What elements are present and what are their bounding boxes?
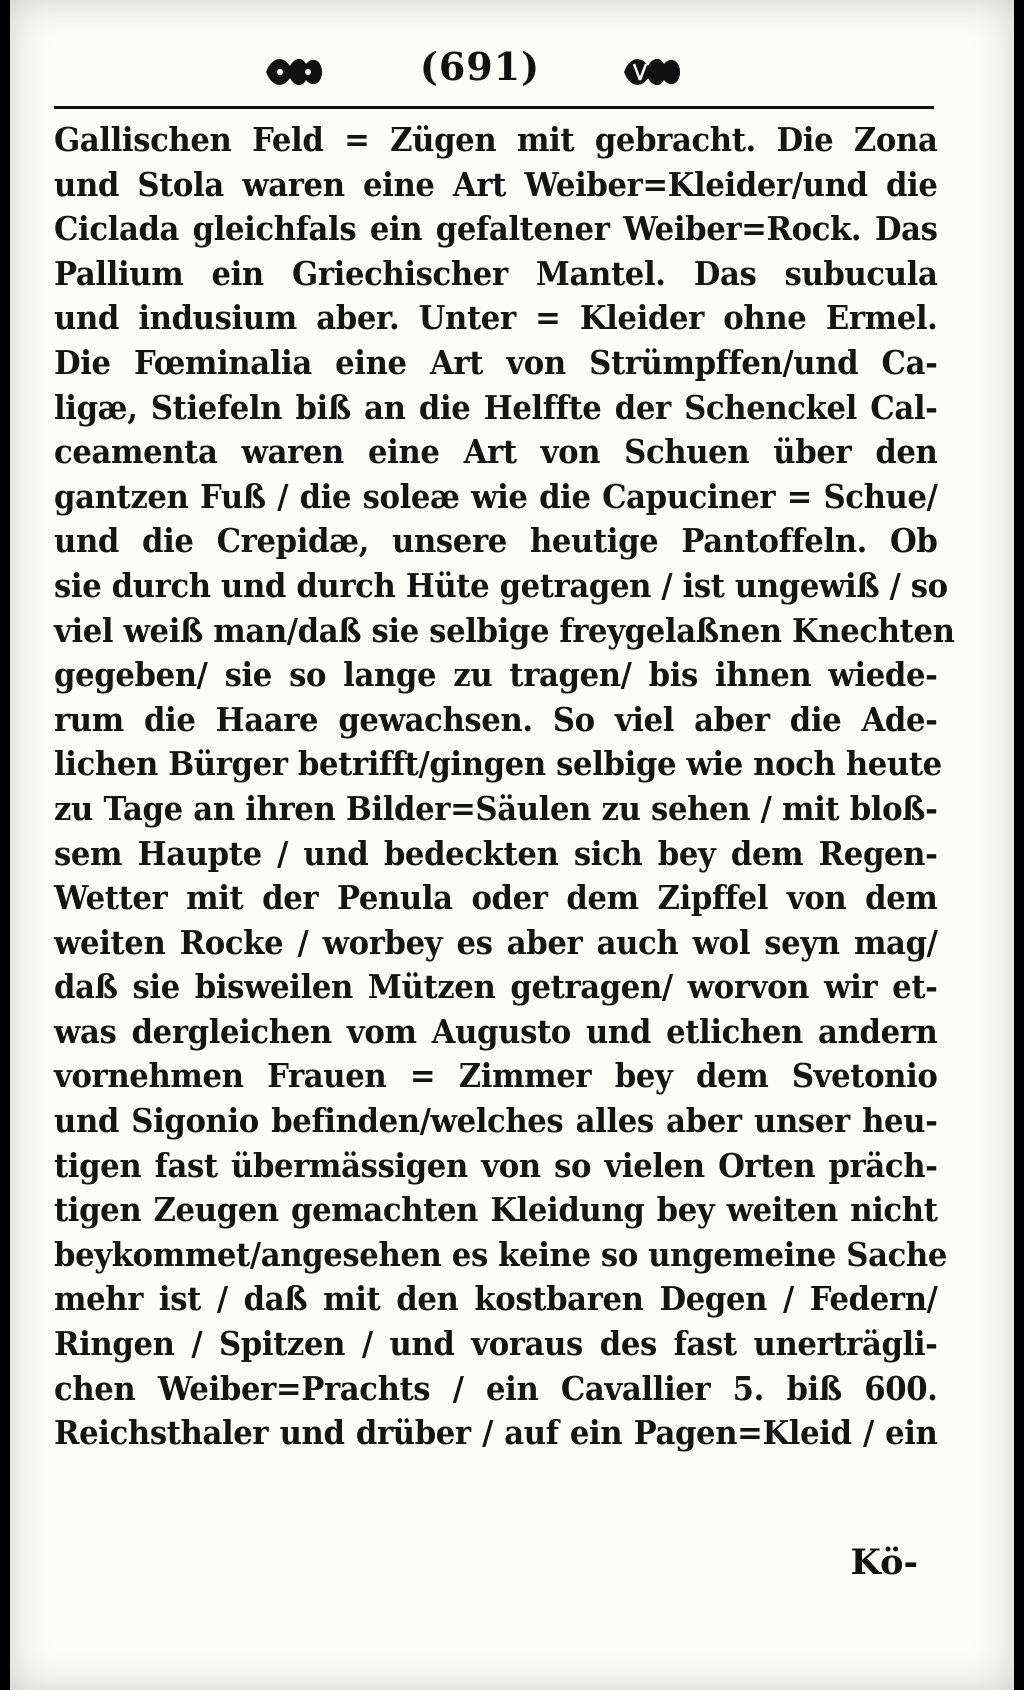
book-page [10, 0, 1014, 1690]
text-line: mehr ist / daß mit den kostbaren Degen / Federn/ [54, 1279, 938, 1319]
text-line: tigen Zeugen gemachten Kleidung bey weiten nicht [54, 1190, 938, 1230]
printer-ornament-right-icon [620, 52, 684, 92]
text-line: tigen fast übermässigen von so vielen Orten präch- [54, 1145, 938, 1185]
body-text [54, 118, 955, 1456]
text-line: gantzen Fuß / die soleæ wie die Capuciner = Schue/ [54, 476, 938, 516]
text-line: daß sie bisweilen Mützen getragen/ worvon wir et- [54, 967, 938, 1007]
text-line: Wetter mit der Penula oder dem Zipffel von dem [54, 878, 938, 918]
text-line: gegeben/ sie so lange zu tragen/ bis ihnen wiede- [54, 655, 938, 695]
text-line: chen Weiber=Prachts / ein Cavallier 5. biß 600. [54, 1368, 938, 1408]
text-line: und Sigonio befinden/welches alles aber unser heu- [54, 1101, 938, 1141]
text-line: Die Fœminalia eine Art von Strümpffen/und Ca- [54, 342, 938, 382]
text-line: Gallischen Feld = Zügen mit gebracht. Die Zona [54, 120, 938, 159]
header-rule [54, 106, 934, 109]
page-header [10, 44, 1014, 104]
text-line: und die Crepidæ, unsere heutige Pantoffeln. Ob [54, 521, 938, 561]
text-line: Ciclada gleichfals ein gefaltener Weiber=Rock. Das [54, 209, 938, 249]
text-line: rum die Haare gewachsen. So viel aber die Ade- [54, 699, 938, 739]
text-line: und indusium aber. Unter = Kleider ohne Ermel. [54, 298, 938, 338]
text-line: Pallium ein Griechischer Mantel. Das subucula [54, 253, 938, 293]
text-line: zu Tage an ihren Bilder=Säulen zu sehen / mit bloß- [54, 788, 938, 828]
text-line: ceamenta waren eine Art von Schuen über den [54, 432, 938, 472]
printer-ornament-left-icon [262, 52, 326, 92]
text-line: Ringen / Spitzen / und voraus des fast unerträgli- [54, 1324, 938, 1364]
text-line: vornehmen Frauen = Zimmer bey dem Svetonio [54, 1056, 938, 1096]
text-line: ligæ, Stiefeln biß an die Helffte der Schenckel Cal- [54, 387, 938, 427]
text-line: sem Haupte / und bedeckten sich bey dem Regen- [54, 833, 938, 873]
text-line: was dergleichen vom Augusto und etlichen andern [54, 1011, 938, 1051]
text-line: viel weiß man/daß sie selbige freygelaßnen Knechten [54, 610, 955, 650]
page-number: (691) [419, 44, 541, 89]
text-line: und Stola waren eine Art Weiber=Kleider/und die [54, 164, 938, 204]
text-line: lichen Bürger betrifft/gingen selbige wie noch heute [54, 744, 942, 784]
catchword: Kö- [850, 1542, 918, 1583]
text-line: weiten Rocke / worbey es aber auch wol seyn mag/ [54, 922, 938, 962]
text-line: Reichsthaler und drüber / auf ein Pagen=Kleid / ein [54, 1413, 938, 1453]
text-line: sie durch und durch Hüte getragen / ist ungewiß / so [54, 565, 948, 605]
text-line: beykommet/angesehen es keine so ungemeine Sache [54, 1234, 948, 1274]
